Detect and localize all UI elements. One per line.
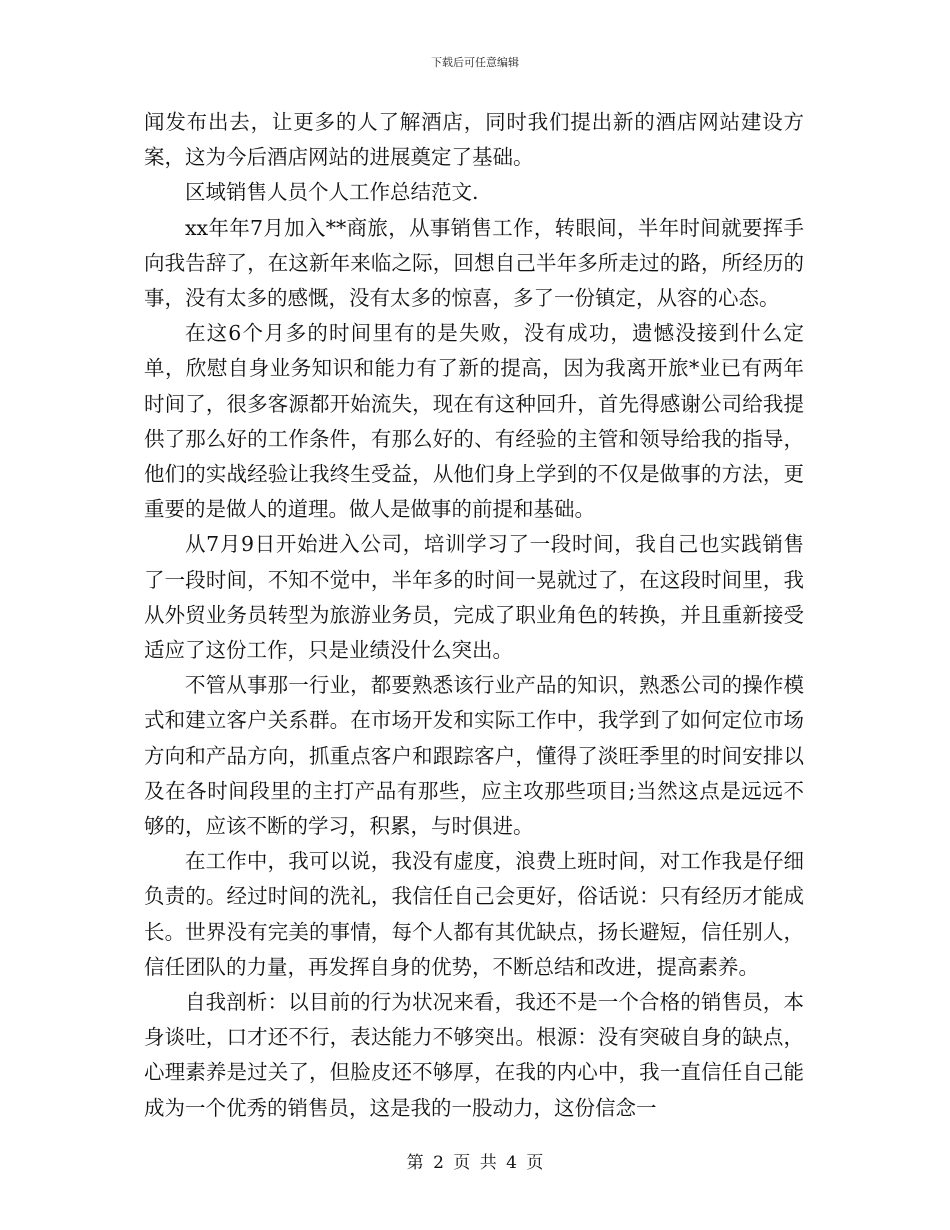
page-footer: 第 2 页 共 4 页 bbox=[406, 1153, 544, 1173]
page-header: 下载后可任意编辑 bbox=[431, 56, 519, 69]
paragraph: 在这6个月多的时间里有的是失败，没有成功，遗憾没接到什么定单，欣慰自身业务知识和能力有了新的提高，因为我离开旅*业已有两年时间了，很多客源都开始流失，现在有这种回升，首先得感谢公司给我提供了那么好的工作条件，有那么好的、有经验的主管和领导给我的指导，他们的实战经验让我终生受益，从他们身上学到的不仅是做事的方法，更重要的是做人的道理。做人是做事的前提和基础。 bbox=[144, 321, 804, 522]
document-body bbox=[144, 105, 804, 1126]
paragraph: xx年年7月加入**商旅，从事销售工作，转眼间，半年时间就要挥手向我告辞了，在这新年来临之际，回想自己半年多所走过的路，所经历的事，没有太多的感慨，没有太多的惊喜，多了一份镇定，从容的心态。 bbox=[144, 215, 804, 311]
paragraph: 不管从事那一行业，都要熟悉该行业产品的知识，熟悉公司的操作模式和建立客户关系群。在市场开发和实际工作中，我学到了如何定位市场方向和产品方向，抓重点客户和跟踪客户，懂得了淡旺季里的时间安排以及在各时间段里的主打产品有那些，应主攻那些项目;当然这点是远远不够的，应该不断的学习，积累，与时俱进。 bbox=[144, 673, 804, 839]
paragraph: 从7月9日开始进入公司，培训学习了一段时间，我自己也实践销售了一段时间，不知不觉中，半年多的时间一晃就过了，在这段时间里，我从外贸业务员转型为旅游业务员，完成了职业角色的转换，并且重新接受适应了这份工作，只是业绩没什么突出。 bbox=[144, 532, 804, 663]
paragraph: 在工作中，我可以说，我没有虚度，浪费上班时间，对工作我是仔细负责的。经过时间的洗礼，我信任自己会更好，俗话说：只有经历才能成长。世界没有完美的事情，每个人都有其优缺点，扬长避短，信任别人，信任团队的力量，再发挥自身的优势，不断总结和改进，提高素养。 bbox=[144, 849, 804, 979]
section-title: 区域销售人员个人工作总结范文. bbox=[185, 180, 479, 205]
paragraph: 自我剖析：以目前的行为状况来看，我还不是一个合格的销售员，本身谈吐，口才还不行，表达能力不够突出。根源：没有突破自身的缺点，心理素养是过关了，但脸皮还不够厚，在我的内心中，我一直信任自己能成为一个优秀的销售员，这是我的一股动力，这份信念一 bbox=[144, 990, 804, 1120]
paragraph-continuation: 闻发布出去，让更多的人了解酒店，同时我们提出新的酒店网站建设方案，这为今后酒店网站的进展奠定了基础。 bbox=[144, 110, 804, 170]
